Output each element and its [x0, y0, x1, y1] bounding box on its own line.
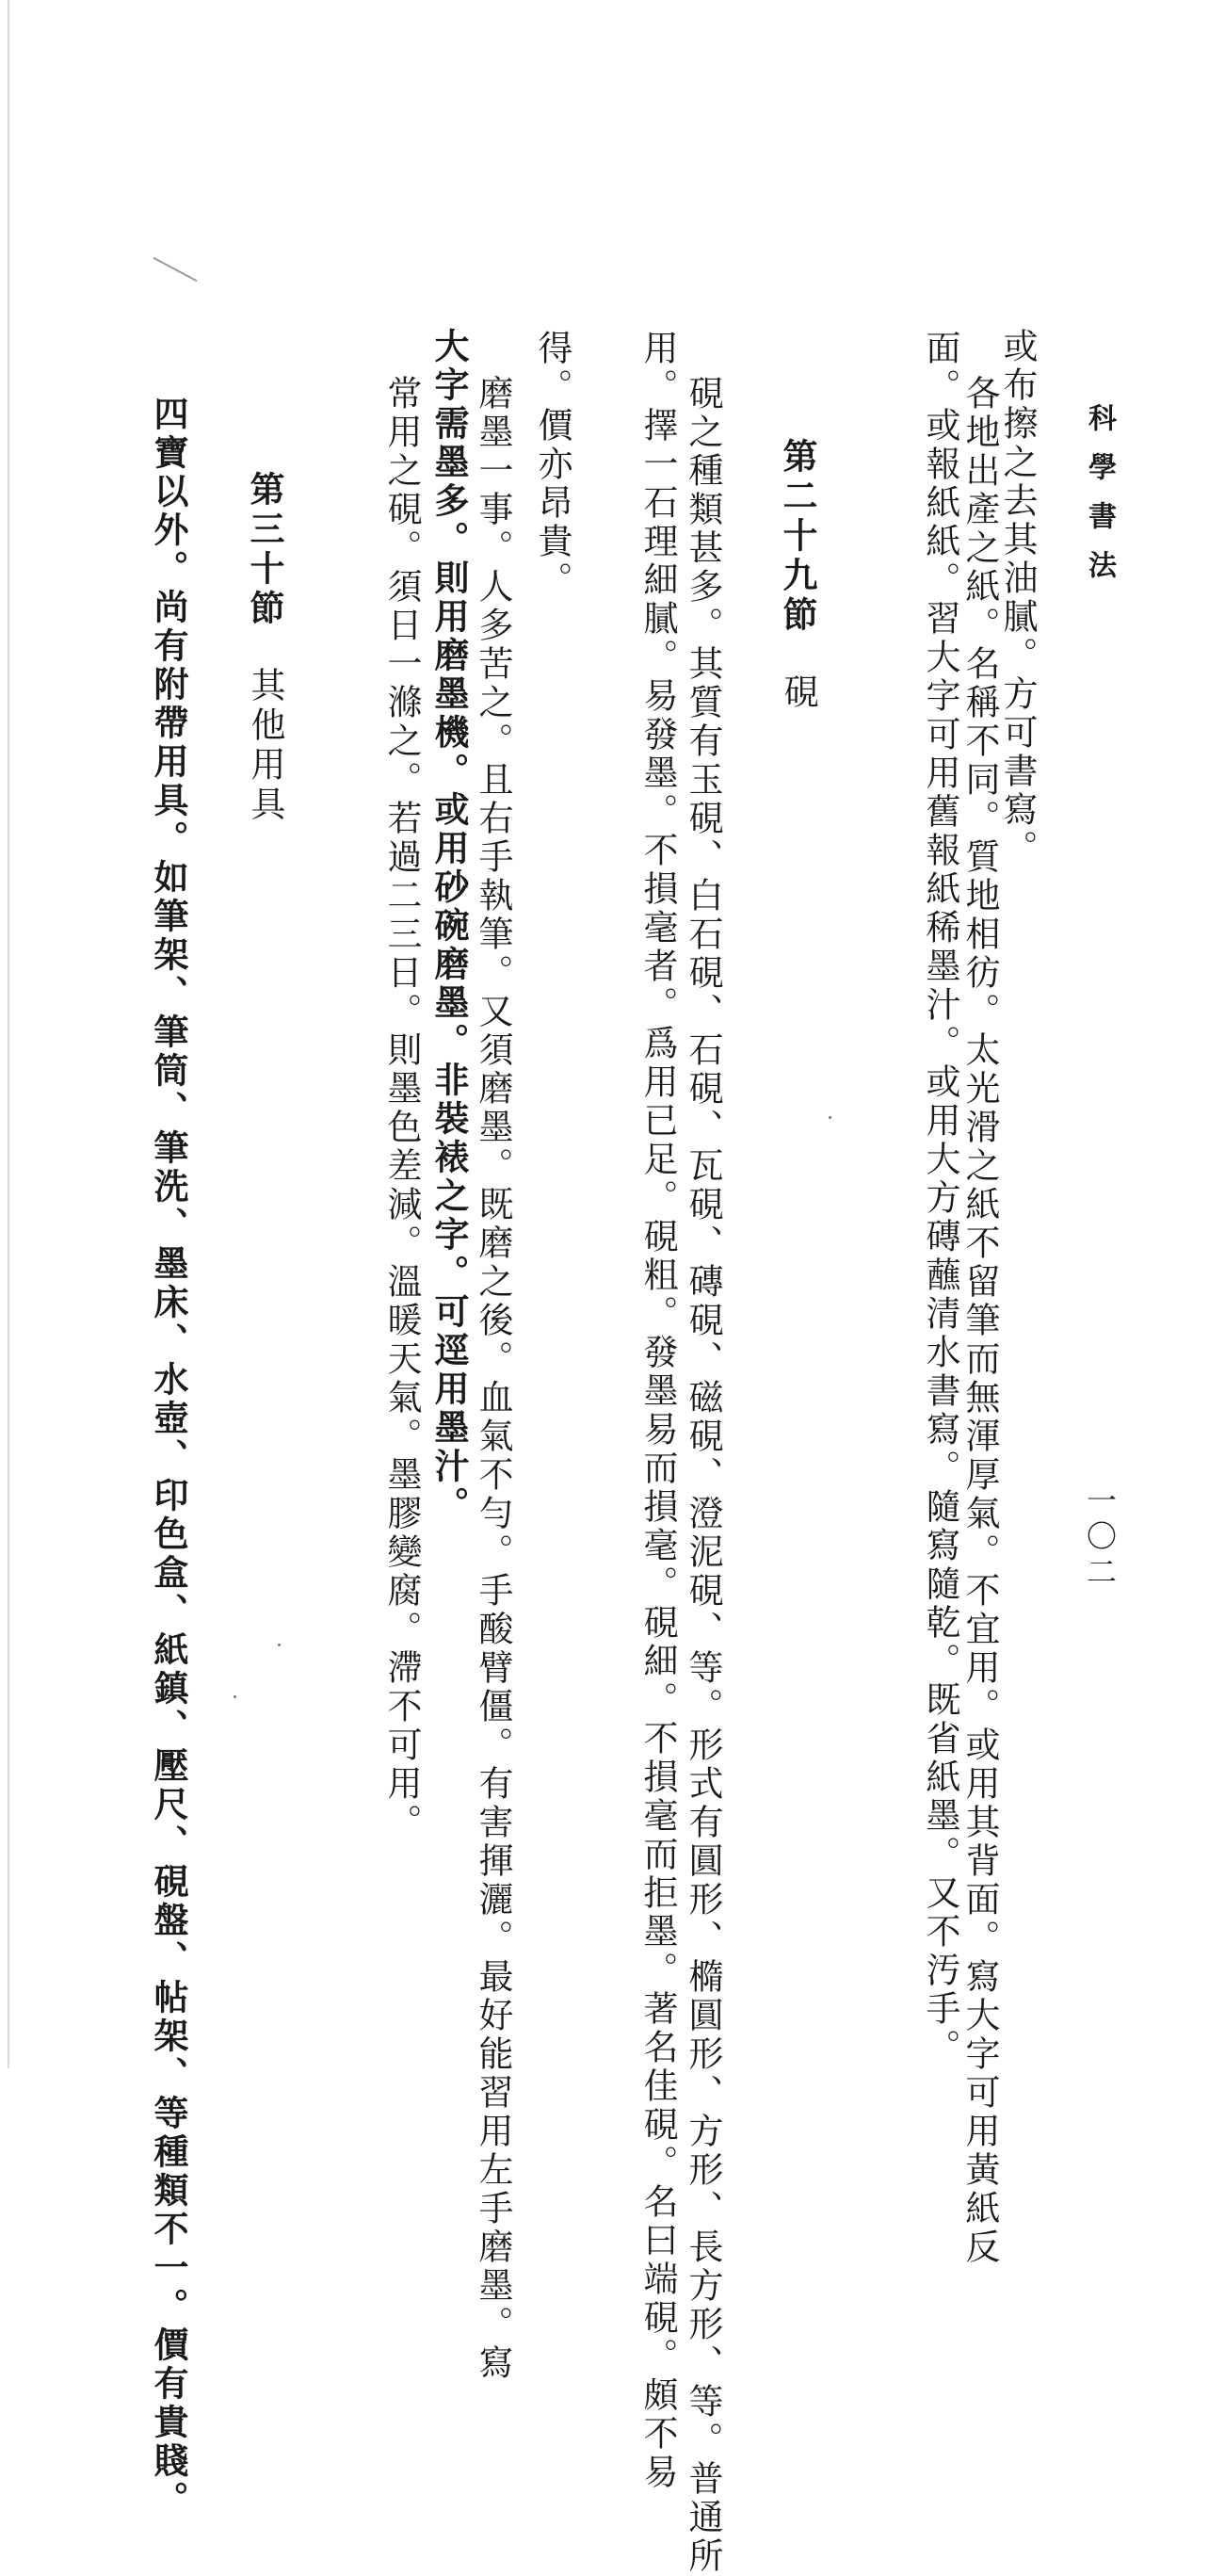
body-column-10: 常用之硯。須日一滌之。若過二三日。則墨色差減。溫暖天氣。墨膠變腐。滯不可用。	[381, 375, 422, 1842]
paper-scratch-mark	[153, 257, 198, 282]
page-edge-shadow	[8, 0, 9, 2068]
body-column-5: 硯之種類甚多。其質有玉硯、白石硯、石硯、瓦硯、磚硯、磁硯、澄泥硯、等。形式有圓形、橢圓形、方形、長方形、等。普通所	[683, 375, 723, 2576]
section-number-29: 第二十九節	[777, 438, 818, 636]
body-column-1: 或布擦之去其油膩。方可書寫。	[997, 328, 1038, 868]
section-heading-29	[777, 438, 818, 713]
section-heading-30	[244, 471, 285, 825]
scan-speck	[234, 1695, 236, 1698]
scan-speck	[278, 1644, 281, 1646]
scan-speck	[829, 1116, 831, 1119]
page-number: 一〇二	[1082, 1484, 1118, 1592]
body-column-3: 面。或報紙紙。習大字可用舊報紙稀墨汁。或用大方磚蘸清水書寫。隨寫隨乾。既省紙墨。又不汚手。	[920, 330, 960, 2067]
section-number-30: 第三十節	[244, 471, 285, 629]
body-column-6: 用。擇一石理細膩。易發墨。不損毫者。爲用已足。硯粗。發墨易而損毫。硯細。不損毫而拒墨。著名佳硯。名曰端硯。頗不易	[637, 330, 678, 2492]
running-header: 科學書法	[1083, 403, 1116, 599]
body-column-7: 得。價亦昂貴。	[532, 330, 572, 600]
section-title-30: 其他用具	[245, 667, 285, 825]
body-column-9: 大字需墨多。則用磨墨機。或用砂碗磨墨。非裝裱之字。可逕用墨汁。	[428, 328, 470, 1525]
body-column-2: 各地出產之紙。名稱不同。質地相彷。太光滑之紙不留筆而無渾厚氣。不宜用。或用其背面。寫大字可用黃紙反	[959, 375, 1000, 2267]
body-column-12: 四寶以外。尚有附帶用具。如筆架、筆筒、筆洗、墨床、水壺、印色盒、紙鎮、壓尺、硯盤、帖架、等種類不一。價有貴賤。	[148, 396, 189, 2519]
section-title-29: 硯	[778, 673, 818, 713]
body-column-8: 磨墨一事。人多苦之。且右手執筆。又須磨墨。既磨之後。血氣不勻。手酸臂僵。有害揮灑。最好能習用左手磨墨。寫	[473, 375, 513, 2383]
